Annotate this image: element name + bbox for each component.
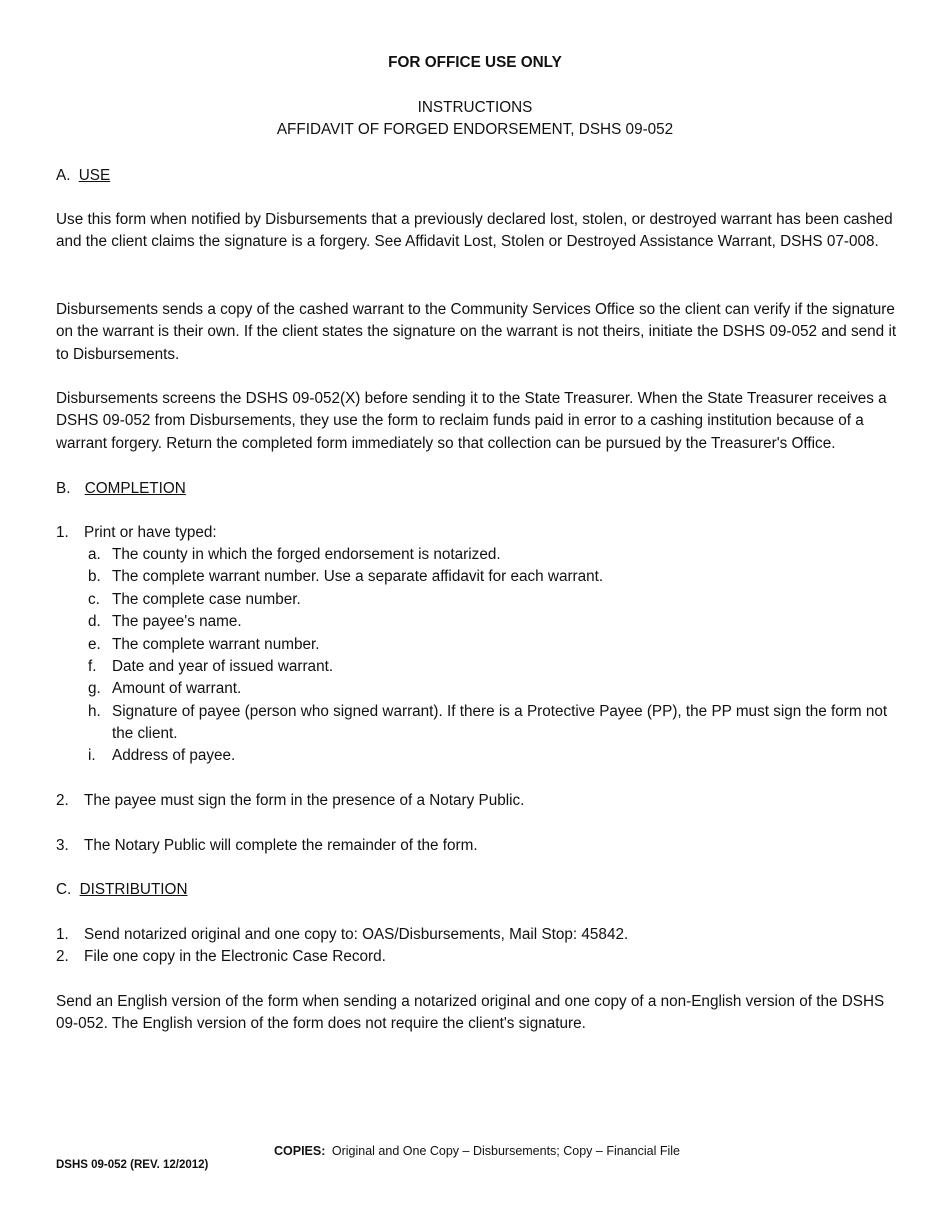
subitem-letter: a.: [88, 546, 101, 563]
subitem-text: The complete case number.: [112, 591, 301, 608]
subitem-letter: b.: [88, 568, 101, 585]
subitem-letter: d.: [88, 613, 101, 630]
copies-text: Original and One Copy – Disbursements; Copy – Financial File: [331, 1144, 680, 1158]
distribution-item-1-text: Send notarized original and one copy to: OAS/Disbursements, Mail Stop: 45842.: [84, 926, 629, 943]
completion-item-2-number: 2.: [56, 792, 69, 809]
subitem-text: Date and year of issued warrant.: [112, 658, 334, 675]
subitem-text: Amount of warrant.: [112, 680, 242, 697]
completion-item-1-number: 1.: [56, 524, 69, 541]
section-a-heading: [56, 165, 110, 187]
subitem-letter: f.: [88, 658, 97, 675]
subitem-letter: e.: [88, 636, 101, 653]
completion-item-3-number: 3.: [56, 837, 69, 854]
subitem-text: The complete warrant number. Use a separate affidavit for each warrant.: [112, 568, 604, 585]
subitem-letter: h.: [88, 703, 101, 720]
completion-item-1-text: Print or have typed:: [84, 524, 217, 541]
subitem-text: Address of payee.: [112, 747, 236, 764]
use-paragraph-3: Disbursements screens the DSHS 09-052(X) before sending it to the State Treasurer. When the State Treasurer receives a DSHS 09-052 from Disbursements, they use the form to reclaim funds paid in error to a cashing institution because of a warrant forgery. Return the completed form immediately so that collection can be pursued by the Treasurer's Office.: [56, 390, 887, 452]
use-paragraph-2: Disbursements sends a copy of the cashed warrant to the Community Services Office so the client can verify if the signature on the warrant is their own. If the client states the signature on the warrant is not theirs, initiate the DSHS 09-052 and send it to Disbursements.: [56, 301, 897, 363]
subitem-text: The county in which the forged endorsement is notarized.: [112, 546, 501, 563]
copies-line: [274, 1144, 680, 1158]
subitem-text: Signature of payee (person who signed warrant). If there is a Protective Payee (PP), the PP must sign the form not the client.: [112, 703, 888, 743]
section-a-title: USE: [78, 167, 111, 184]
section-a-letter: A.: [56, 167, 71, 184]
form-number: DSHS 09-052 (REV. 12/2012): [56, 1159, 209, 1171]
use-paragraph-1: Use this form when notified by Disbursements that a previously declared lost, stolen, or destroyed warrant has been cashed and the client claims the signature is a forgery. See Affidavit Lost, Stolen or Destroyed Assistance Warrant, DSHS 07-008.: [56, 211, 893, 251]
subitem-text: The payee's name.: [112, 613, 242, 630]
distribution-item-1-number: 1.: [56, 926, 69, 943]
form-title: AFFIDAVIT OF FORGED ENDORSEMENT, DSHS 09-052: [276, 121, 674, 138]
section-b-title: COMPLETION: [84, 480, 186, 497]
subitem-letter: g.: [88, 680, 101, 697]
office-use-label: FOR OFFICE USE ONLY: [388, 54, 562, 71]
completion-item-3-text: The Notary Public will complete the remainder of the form.: [84, 837, 478, 854]
section-c-heading: [56, 879, 188, 901]
subitem-letter: i.: [88, 747, 96, 764]
section-b-letter: B.: [56, 480, 71, 497]
subitem-letter: c.: [88, 591, 100, 608]
completion-item-2-text: The payee must sign the form in the presence of a Notary Public.: [84, 792, 525, 809]
instructions-heading: INSTRUCTIONS: [417, 99, 533, 116]
distribution-note: Send an English version of the form when sending a notarized original and one copy of a non-English version of the DSHS 09-052. The English version of the form does not require the client's signature.: [56, 993, 885, 1033]
distribution-item-2-number: 2.: [56, 948, 69, 965]
section-b-heading: [56, 478, 186, 500]
section-c-letter: C.: [56, 881, 72, 898]
distribution-item-2-text: File one copy in the Electronic Case Record.: [84, 948, 386, 965]
subitem-text: The complete warrant number.: [112, 636, 320, 653]
copies-label: COPIES:: [274, 1144, 326, 1158]
section-c-title: DISTRIBUTION: [79, 881, 188, 898]
